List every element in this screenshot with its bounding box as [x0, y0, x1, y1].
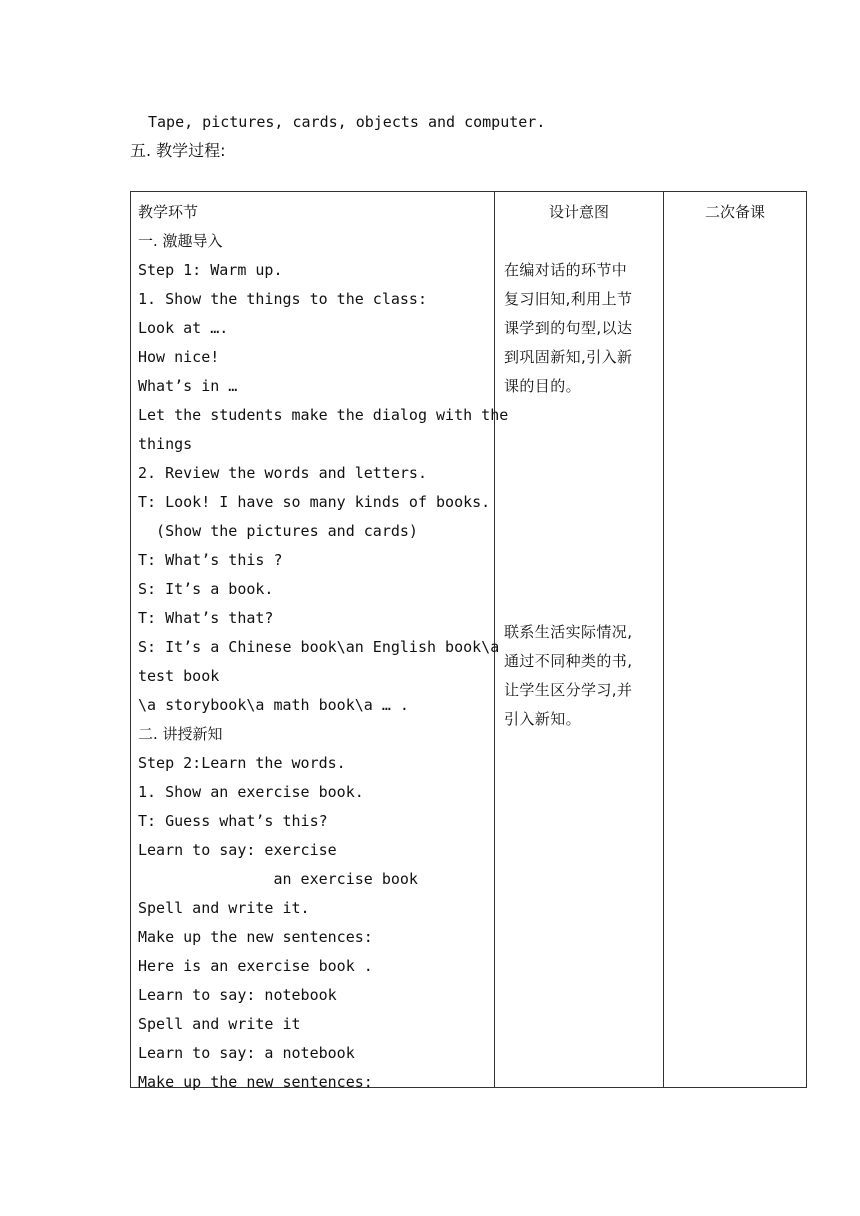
- materials-line: Tape, pictures, cards, objects and computer.: [148, 113, 546, 131]
- step-line: 1. Show an exercise book.: [138, 783, 364, 801]
- intent-review-note: [504, 256, 657, 401]
- step-line: How nice!: [138, 348, 220, 366]
- step-line: Here is an exercise book .: [138, 957, 373, 975]
- step-line: Make up the new sentences:: [138, 1073, 373, 1091]
- intent-line: 课的目的。: [504, 377, 582, 395]
- step-line: (Show the pictures and cards): [138, 522, 418, 540]
- step-line: Make up the new sentences:: [138, 928, 373, 946]
- step-line: T: What’s this ?: [138, 551, 283, 569]
- step-line: Learn to say: a notebook: [138, 1044, 355, 1062]
- step-line: Learn to say: notebook: [138, 986, 337, 1004]
- step-line: T: Guess what’s this?: [138, 812, 328, 830]
- section-heading: 五. 教学过程:: [130, 141, 226, 160]
- step-line: Spell and write it: [138, 1015, 301, 1033]
- step-line: T: Look! I have so many kinds of books.: [138, 493, 491, 511]
- step-line: 二. 讲授新知: [138, 725, 223, 743]
- step-line: S: It’s a book.: [138, 580, 274, 598]
- intent-line: 在编对话的环节中: [504, 261, 628, 279]
- intent-books-note: [504, 618, 657, 734]
- step-line: 2. Review the words and letters.: [138, 464, 427, 482]
- intent-line: 引入新知。: [504, 710, 582, 728]
- step-line: Spell and write it.: [138, 899, 310, 917]
- intent-line: 通过不同种类的书,: [504, 652, 633, 670]
- notes-header: 二次备课: [704, 203, 765, 221]
- step-line: an exercise book: [138, 870, 418, 888]
- step-line: What’s in …: [138, 377, 238, 395]
- step-line: Let the students make the dialog with the: [138, 406, 509, 424]
- step-line: Learn to say: exercise: [138, 841, 337, 859]
- step-line: S: It’s a Chinese book\an English book\a: [138, 638, 500, 656]
- notes-column: [664, 192, 806, 1087]
- intent-header: 设计意图: [548, 203, 609, 221]
- step-line: 一. 激趣导入: [138, 232, 223, 250]
- intent-line: 课学到的句型,以达: [504, 319, 633, 337]
- intent-line: 让学生区分学习,并: [504, 681, 633, 699]
- step-line: test book: [138, 667, 220, 685]
- step-line: Step 2:Learn the words.: [138, 754, 346, 772]
- step-line: T: What’s that?: [138, 609, 274, 627]
- step-lines: [138, 198, 509, 1097]
- steps-column: [131, 192, 509, 1091]
- step-line: Step 1: Warm up.: [138, 261, 283, 279]
- steps-header: 教学环节: [138, 203, 199, 221]
- intent-line: 到巩固新知,引入新: [504, 348, 633, 366]
- step-line: \a storybook\a math book\a … .: [138, 696, 409, 714]
- intent-column: [495, 192, 664, 1087]
- step-line: things: [138, 435, 193, 453]
- intent-line: 复习旧知,利用上节: [504, 290, 633, 308]
- step-line: Look at ….: [138, 319, 229, 337]
- lesson-plan-table: [130, 191, 807, 1091]
- step-line: 1. Show the things to the class:: [138, 290, 427, 308]
- intent-line: 联系生活实际情况,: [504, 623, 633, 641]
